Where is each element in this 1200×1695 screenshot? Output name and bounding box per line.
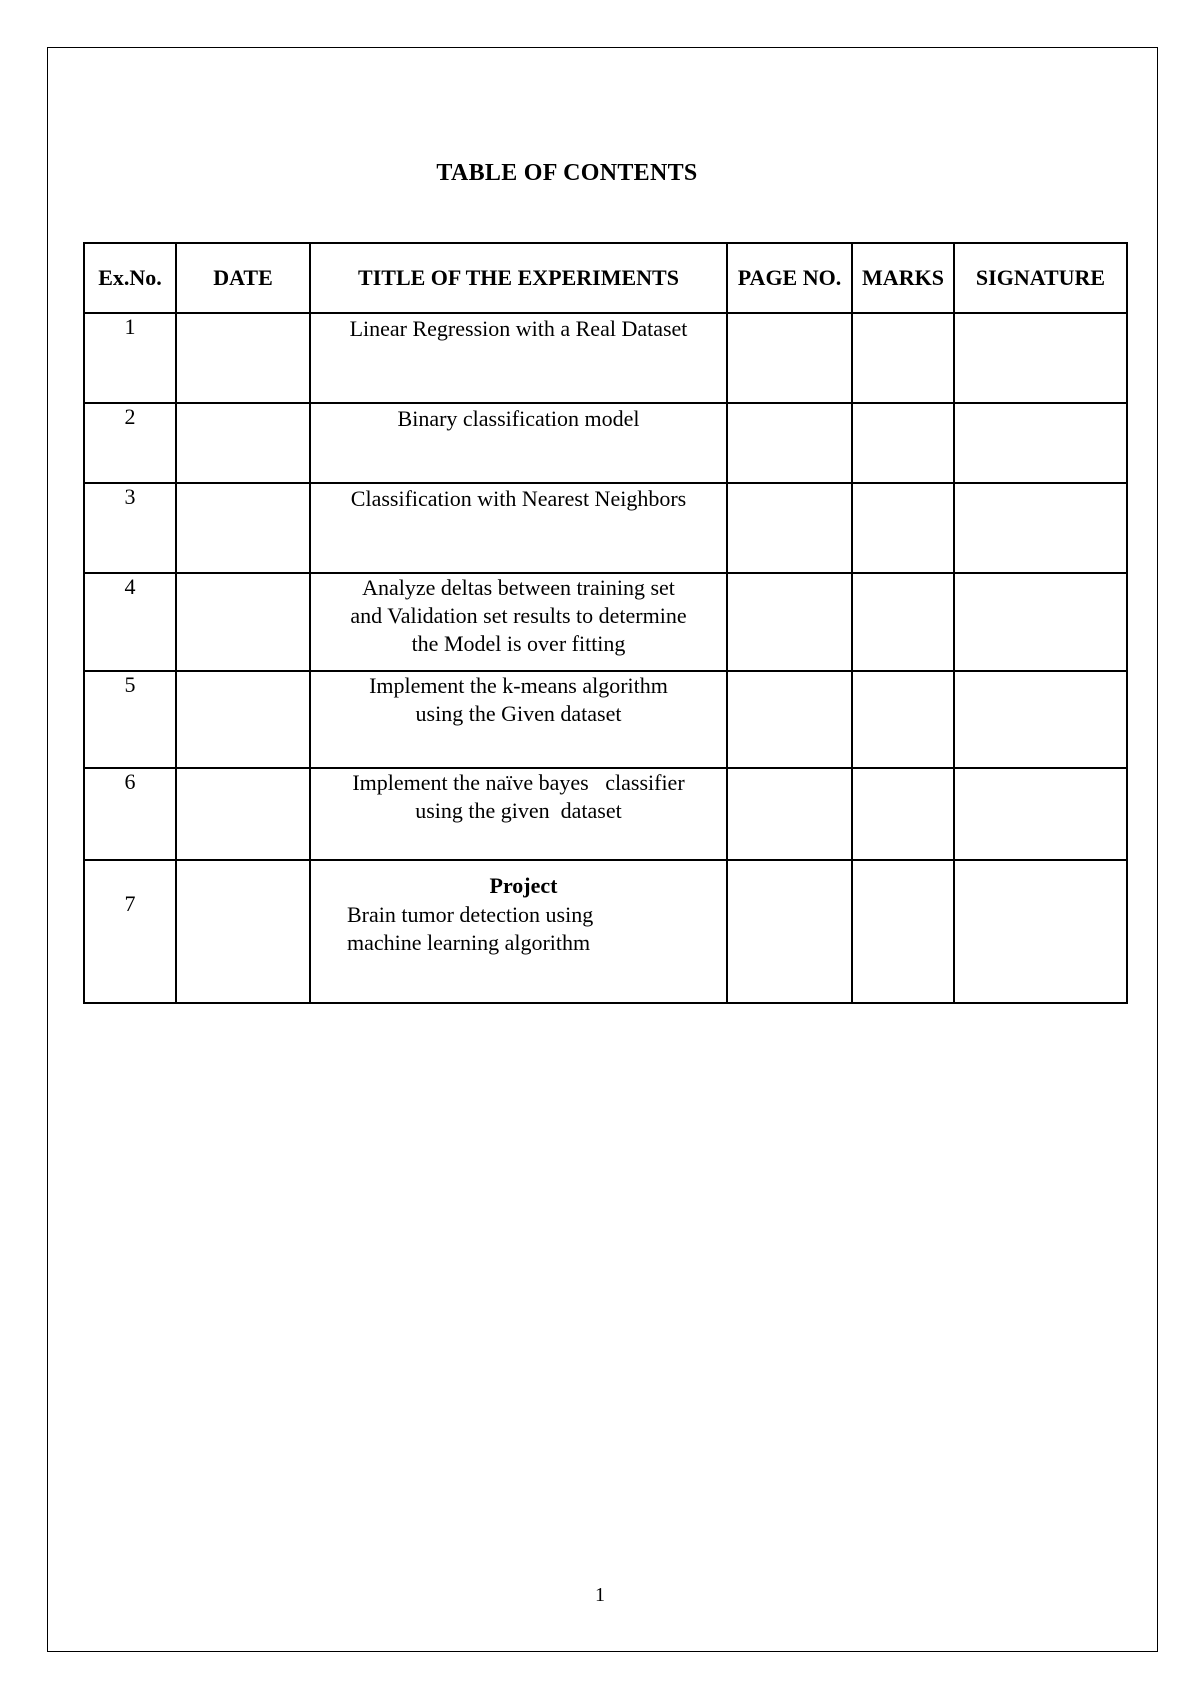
table-row bbox=[84, 860, 1127, 1003]
date-cell bbox=[176, 403, 310, 483]
row-number: 4 bbox=[84, 573, 176, 671]
experiment-title bbox=[310, 860, 727, 1003]
table-row bbox=[84, 483, 1127, 573]
experiment-title: Linear Regression with a Real Dataset bbox=[310, 313, 727, 403]
table-header-row bbox=[84, 243, 1127, 313]
page-title: TABLE OF CONTENTS bbox=[436, 160, 698, 186]
row-number: 3 bbox=[84, 483, 176, 573]
experiment-title: Binary classification model bbox=[310, 403, 727, 483]
header-exno: Ex.No. bbox=[84, 243, 176, 313]
experiment-title bbox=[310, 671, 727, 768]
title-line: machine learning algorithm bbox=[347, 930, 591, 955]
marks-cell bbox=[852, 313, 954, 403]
marks-cell bbox=[852, 860, 954, 1003]
row-number: 5 bbox=[84, 671, 176, 768]
title-line: the Model is over fitting bbox=[411, 631, 626, 656]
header-title: TITLE OF THE EXPERIMENTS bbox=[310, 243, 727, 313]
experiment-title: Classification with Nearest Neighbors bbox=[310, 483, 727, 573]
signature-cell bbox=[954, 403, 1127, 483]
date-cell bbox=[176, 313, 310, 403]
signature-cell bbox=[954, 860, 1127, 1003]
header-signature: SIGNATURE bbox=[954, 243, 1127, 313]
title-line: and Validation set results to determine bbox=[350, 603, 687, 628]
date-cell bbox=[176, 671, 310, 768]
row-number: 6 bbox=[84, 768, 176, 860]
signature-cell bbox=[954, 483, 1127, 573]
header-page-no: PAGE NO. bbox=[727, 243, 852, 313]
title-line: Analyze deltas between training set bbox=[362, 575, 675, 600]
title-line: Implement the k-means algorithm bbox=[369, 673, 668, 698]
table-row bbox=[84, 671, 1127, 768]
header-marks: MARKS bbox=[852, 243, 954, 313]
table-row bbox=[84, 313, 1127, 403]
page-no-cell bbox=[727, 573, 852, 671]
experiment-title bbox=[310, 573, 727, 671]
title-line: using the given dataset bbox=[415, 798, 622, 823]
page-number: 1 bbox=[595, 1584, 605, 1606]
signature-cell bbox=[954, 573, 1127, 671]
project-heading: Project bbox=[489, 873, 558, 898]
page-no-cell bbox=[727, 768, 852, 860]
date-cell bbox=[176, 768, 310, 860]
marks-cell bbox=[852, 403, 954, 483]
row-number: 2 bbox=[84, 403, 176, 483]
page-no-cell bbox=[727, 671, 852, 768]
title-line: Implement the naïve bayes classifier bbox=[352, 770, 685, 795]
table-of-contents bbox=[83, 242, 1128, 1004]
header-date: DATE bbox=[176, 243, 310, 313]
row-number: 1 bbox=[84, 313, 176, 403]
marks-cell bbox=[852, 671, 954, 768]
table-row bbox=[84, 403, 1127, 483]
marks-cell bbox=[852, 483, 954, 573]
signature-cell bbox=[954, 313, 1127, 403]
signature-cell bbox=[954, 671, 1127, 768]
page-no-cell bbox=[727, 313, 852, 403]
title-line: Brain tumor detection using bbox=[347, 902, 594, 927]
date-cell bbox=[176, 573, 310, 671]
table-row bbox=[84, 768, 1127, 860]
marks-cell bbox=[852, 573, 954, 671]
page-no-cell bbox=[727, 860, 852, 1003]
date-cell bbox=[176, 483, 310, 573]
table-row bbox=[84, 573, 1127, 671]
experiment-title bbox=[310, 768, 727, 860]
marks-cell bbox=[852, 768, 954, 860]
page-no-cell bbox=[727, 483, 852, 573]
signature-cell bbox=[954, 768, 1127, 860]
title-line: using the Given dataset bbox=[415, 701, 622, 726]
row-number: 7 bbox=[84, 860, 176, 1003]
page-no-cell bbox=[727, 403, 852, 483]
date-cell bbox=[176, 860, 310, 1003]
